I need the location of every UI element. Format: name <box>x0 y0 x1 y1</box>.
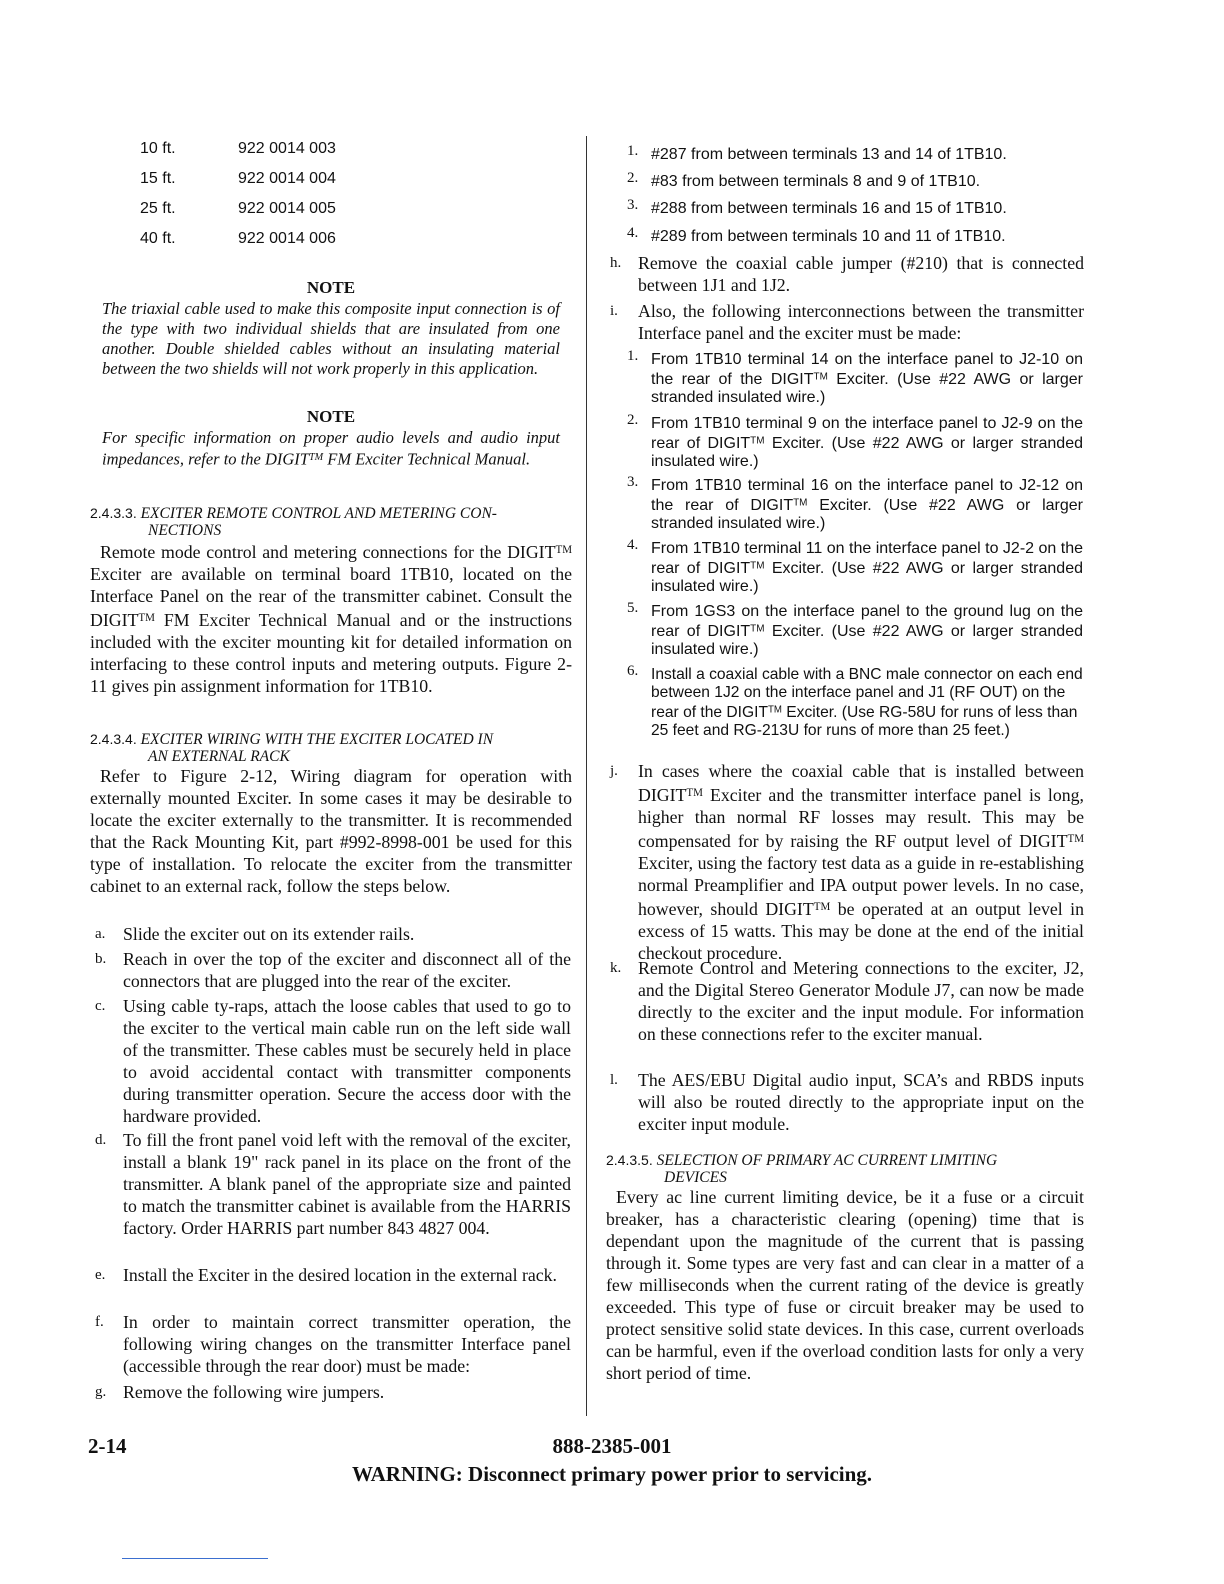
note-heading: NOTE <box>306 278 356 297</box>
step-item <box>610 760 1084 964</box>
step-item <box>610 252 1084 296</box>
step-item <box>95 1381 571 1403</box>
section-title-cont: NECTIONS <box>148 522 222 539</box>
step-text: Reach in over the top of the exciter and disconnect all of the connectors that are plugged into the rear of the exciter. <box>123 949 571 991</box>
jumper-text: #83 from between terminals 8 and 9 of 1TB10. <box>651 173 981 190</box>
step-text: Remove the coaxial cable jumper (#210) that is connected between 1J1 and 1J2. <box>638 253 1084 295</box>
warning-footer: WARNING: Disconnect primary power prior to servicing. <box>351 1462 873 1486</box>
section-number: 2.4.3.3. <box>90 505 137 521</box>
connection-text: From 1TB10 terminal 9 on the interface panel to J2-9 on the rear of DIGIT™ Exciter. (Use #22 AWG or larger stranded insulated wire.) <box>651 415 1083 471</box>
step-text: To fill the front panel void left with the removal of the exciter, install a blank 19" rack panel in its place on the front of the transmitter. A blank panel of the appropriate size and painted to match the transmitter cabinet is available from the HARRIS factory. Order HARRIS part number 843 4827 004. <box>123 1130 571 1238</box>
step-label: a. <box>95 926 106 942</box>
step-item <box>95 1311 571 1377</box>
step-label: l. <box>610 1072 618 1088</box>
cable-length: 15 ft. <box>140 170 176 187</box>
connection-item <box>627 412 1083 471</box>
jumper-label: 2. <box>627 170 639 186</box>
step-label: k. <box>610 960 622 976</box>
section-paragraph: Remote mode control and metering connections for the DIGIT™ Exciter are available on terminal board 1TB10, located on the Interface Panel on the rear of the transmitter cabinet. Consult the DIGIT™ FM Exciter Technical Manual and or the instructions included with the exciter mounting kit for detailed information on interfacing to these control inputs and metering outputs. Figure 2-11 gives pin assignment information for 1TB10. <box>90 541 572 696</box>
step-text: In cases where the coaxial cable that is installed between DIGIT™ Exciter and the transmitter interface panel is long, higher than normal RF losses may result. This may be compensated for by raising the RF output level of DIGIT™ Exciter, using the factory test data as a guide in re-establishing normal Preamplifier and IPA output power levels. In no case, however, should DIGIT™ be operated at an output level in excess of 15 watts. This may be done at the end of the initial checkout procedure. <box>638 761 1084 963</box>
step-text: Remote Control and Metering connections to the exciter, J2, and the Digital Stereo Generator Module J7, can now be made directly to the exciter and the input module. For information on these connections refer to the exciter manual. <box>638 958 1084 1044</box>
connection-item <box>627 600 1083 659</box>
connection-item <box>627 663 1083 740</box>
connection-label: 4. <box>627 537 639 553</box>
note-heading: NOTE <box>306 407 356 426</box>
step-label: g. <box>95 1384 107 1400</box>
connection-label: 2. <box>627 412 639 428</box>
step-item <box>610 1069 1084 1135</box>
section-heading-2435 <box>606 1152 1076 1186</box>
note-text: The triaxial cable used to make this composite input connection is of the type with two individual shields that are insulated from one another. Double shielded cables without an insulating material between the two shields will not work properly in this application. <box>102 299 560 378</box>
decorative-rule <box>122 1558 268 1559</box>
step-label: h. <box>610 255 622 271</box>
cable-length: 25 ft. <box>140 200 176 217</box>
jumper-text: #287 from between terminals 13 and 14 of 1TB10. <box>651 146 1007 163</box>
section-title-cont: DEVICES <box>664 1169 727 1186</box>
connection-label: 5. <box>627 600 639 616</box>
cable-table-row <box>140 140 336 158</box>
jumper-label: 1. <box>627 143 639 159</box>
step-text: Install the Exciter in the desired location in the external rack. <box>123 1265 557 1285</box>
step-text: Using cable ty-raps, attach the loose cables that used to go to the exciter to the vertical main cable run on the left side wall of the transmitter. These cables must be securely held in place to avoid accidental contact with transmitter components during transmitter operation. Secure the access door with the hardware provided. <box>123 996 571 1126</box>
step-text: The AES/EBU Digital audio input, SCA’s and RBDS inputs will also be routed directly to the appropriate input on the exciter input module. <box>638 1070 1084 1134</box>
document-number: 888-2385-001 <box>552 1434 672 1458</box>
connection-label: 1. <box>627 348 639 364</box>
step-label: c. <box>95 998 106 1014</box>
connection-text: From 1TB10 terminal 14 on the interface panel to J2-10 on the rear of the DIGIT™ Exciter. (Use #22 AWG or larger stranded insulated wire.) <box>651 351 1083 407</box>
step-item <box>95 1129 571 1239</box>
cable-table-row <box>140 230 336 248</box>
step-item <box>95 1264 571 1286</box>
cable-part-number: 922 0014 003 <box>238 140 336 157</box>
section-title: EXCITER REMOTE CONTROL AND METERING CON- <box>140 505 497 522</box>
connection-item <box>627 537 1083 596</box>
step-item <box>610 300 1084 344</box>
section-title-cont: AN EXTERNAL RACK <box>148 748 290 765</box>
jumper-label: 3. <box>627 197 639 213</box>
column-divider <box>586 136 587 1416</box>
step-label: e. <box>95 1267 106 1283</box>
step-text: Also, the following interconnections between the transmitter Interface panel and the exciter must be made: <box>638 301 1084 343</box>
note-text: For specific information on proper audio levels and audio input impedances, refer to the DIGIT™ FM Exciter Technical Manual. <box>102 428 560 469</box>
cable-length: 40 ft. <box>140 230 176 247</box>
section-title: SELECTION OF PRIMARY AC CURRENT LIMITING <box>656 1152 998 1169</box>
connection-text: From 1TB10 terminal 16 on the interface panel to J2-12 on the rear of DIGIT™ Exciter. (Use #22 AWG or larger stranded insulated wire.) <box>651 477 1083 533</box>
step-text: In order to maintain correct transmitter operation, the following wiring changes on the transmitter Interface panel (accessible through the rear door) must be made: <box>123 1312 571 1376</box>
connection-label: 6. <box>627 663 639 679</box>
section-paragraph: Refer to Figure 2-12, Wiring diagram for operation with externally mounted Exciter. In some cases it may be desirable to locate the exciter externally to the transmitter. It is recommended that the Rack Mounting Kit, part #992-8998-001 be used for this type of installation. To relocate the exciter from the transmitter cabinet to an external rack, follow the steps below. <box>90 766 572 896</box>
step-label: d. <box>95 1132 107 1148</box>
jumper-item <box>627 197 1083 218</box>
connection-text: From 1TB10 terminal 11 on the interface panel to J2-2 on the rear of DIGIT™ Exciter. (Use #22 AWG or larger stranded insulated wire.) <box>651 540 1083 596</box>
section-heading-2433 <box>90 505 560 539</box>
step-label: j. <box>610 763 618 779</box>
step-item <box>95 948 571 992</box>
cable-part-number: 922 0014 005 <box>238 200 336 217</box>
jumper-item <box>627 170 1083 191</box>
jumper-label: 4. <box>627 225 639 241</box>
connection-text: From 1GS3 on the interface panel to the ground lug on the rear of DIGIT™ Exciter. (Use #22 AWG or larger stranded insulated wire.) <box>651 603 1083 659</box>
step-item <box>95 923 571 945</box>
step-label: i. <box>610 303 618 319</box>
step-label: b. <box>95 951 107 967</box>
section-paragraph: Every ac line current limiting device, be it a fuse or a circuit breaker, has a characteristic clearing (opening) time that is dependant upon the magnitude of the current that is passing through it. Some types are very fast and can clear in a matter of a few milliseconds when the current rating of the device is greatly exceeded. This type of fuse or circuit breaker may be used to protect sensitive solid state devices. In this case, current overloads can be harmful, even if the overload condition lasts for only a very short period of time. <box>606 1187 1084 1383</box>
step-label: f. <box>95 1314 104 1330</box>
jumper-text: #289 from between terminals 10 and 11 of 1TB10. <box>651 228 1006 245</box>
cable-part-number: 922 0014 004 <box>238 170 336 187</box>
cable-length: 10 ft. <box>140 140 176 157</box>
step-item <box>95 995 571 1127</box>
connection-item <box>627 474 1083 533</box>
section-title: EXCITER WIRING WITH THE EXCITER LOCATED IN <box>140 731 494 748</box>
section-number: 2.4.3.5. <box>606 1152 653 1168</box>
section-number: 2.4.3.4. <box>90 731 137 747</box>
connection-item <box>627 348 1083 407</box>
step-text: Remove the following wire jumpers. <box>123 1382 385 1402</box>
section-heading-2434 <box>90 731 560 765</box>
step-item <box>610 957 1084 1045</box>
cable-table-row <box>140 200 336 218</box>
connection-text: Install a coaxial cable with a BNC male connector on each end between 1J2 on the interface panel and J1 (RF OUT) on the rear of the DIGIT™ Exciter. (Use RG-58U for runs of less than 25 feet and RG-213U for runs of more than 25 feet.) <box>651 666 1083 740</box>
cable-table-row <box>140 170 336 188</box>
jumper-item <box>627 143 1083 164</box>
jumper-item <box>627 225 1083 246</box>
cable-part-number: 922 0014 006 <box>238 230 336 247</box>
jumper-text: #288 from between terminals 16 and 15 of 1TB10. <box>651 200 1007 217</box>
page-number: 2-14 <box>88 1434 127 1458</box>
step-text: Slide the exciter out on its extender rails. <box>123 924 415 944</box>
connection-label: 3. <box>627 474 639 490</box>
